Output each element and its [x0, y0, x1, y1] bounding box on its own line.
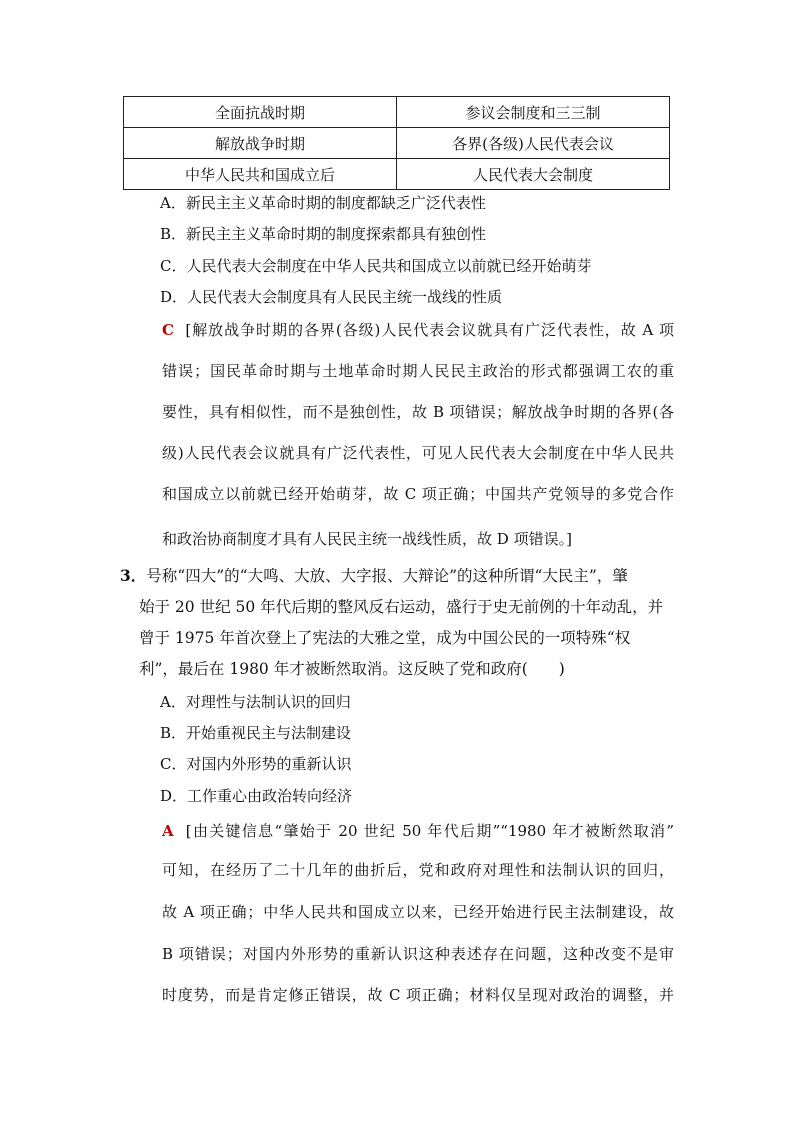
- q2-option-b: B．新民主主义革命时期的制度探索都具有独创性: [160, 225, 487, 243]
- q2-explanation-line: 和政治协商制度才具有人民民主统一战线性质，故 D 项错误。]: [162, 530, 572, 548]
- q3-option-a: A．对理性与法制认识的回归: [160, 693, 351, 711]
- table-cell: 解放战争时期: [124, 128, 397, 159]
- q3-option-b: B．开始重视民主与法制建设: [160, 724, 352, 742]
- q3-explanation-line: B 项错误；对国内外形势的重新认识这种表述存在问题，这种改变不是审: [162, 945, 674, 963]
- q3-option-d: D．工作重心由政治转向经济: [160, 787, 353, 805]
- table-row: [124, 97, 670, 128]
- q2-option-a: A．新民主主义革命时期的制度都缺乏广泛代表性: [160, 194, 486, 212]
- q2-explanation-line: 级)人民代表会议就具有广泛代表性，可见人民代表大会制度在中华人民共: [162, 444, 674, 462]
- q2-explanation-line: 错误；国民革命时期与土地革命时期人民民主政治的形式都强调工农的重: [162, 362, 674, 380]
- q3-stem-line: 3．号称“四大”的“大鸣、大放、大字报、大辩论”的这种所谓“大民主”，肇: [120, 566, 628, 585]
- q3-answer: A: [162, 822, 174, 840]
- q3-stem-line: 曾于 1975 年首次登上了宪法的大雅之堂，成为中国公民的一项特殊“权: [139, 629, 631, 647]
- table-row: [124, 159, 670, 190]
- q3-explanation-line: 时度势，而是肯定修正错误，故 C 项正确；材料仅呈现对政治的调整，并: [162, 986, 674, 1004]
- table-row: [124, 128, 670, 159]
- q2-explanation-line: 和国成立以前就已经开始萌芽，故 C 项正确；中国共产党领导的多党合作: [162, 485, 674, 503]
- table-cell: 中华人民共和国成立后: [124, 159, 397, 190]
- table-cell: 人民代表大会制度: [397, 159, 670, 190]
- q3-option-c: C．对国内外形势的重新认识: [160, 755, 352, 773]
- table-cell: 各界(各级)人民代表会议: [397, 128, 670, 159]
- q3-number: 3．: [120, 566, 147, 585]
- comparison-table: [123, 96, 670, 190]
- q3-explanation-line: A [由关键信息“肇始于 20 世纪 50 年代后期”“1980 年才被断然取消”: [162, 822, 675, 840]
- q2-option-d: D．人民代表大会制度具有人民民主统一战线的性质: [160, 288, 503, 306]
- q3-explanation-line: 可知，在经历了二十几年的曲折后，党和政府对理性和法制认识的回归，: [162, 861, 674, 879]
- q3-stem-line: 利”，最后在 1980 年才被断然取消。这反映了党和政府( ): [139, 660, 565, 678]
- table-cell: 参议会制度和三三制: [397, 97, 670, 128]
- table-cell: 全面抗战时期: [124, 97, 397, 128]
- q2-option-c: C．人民代表大会制度在中华人民共和国成立以前就已经开始萌芽: [160, 257, 592, 275]
- q3-stem-line: 始于 20 世纪 50 年代后期的整风反右运动，盛行于史无前例的十年动乱，并: [139, 598, 664, 616]
- q3-explanation-line: 故 A 项正确；中华人民共和国成立以来，已经开始进行民主法制建设，故: [162, 903, 674, 921]
- q2-answer: C: [162, 321, 174, 339]
- q2-explanation-line: 要性，具有相似性，而不是独创性，故 B 项错误；解放战争时期的各界(各: [162, 403, 674, 421]
- q2-explanation-line: C [解放战争时期的各界(各级)人民代表会议就具有广泛代表性，故 A 项: [162, 321, 674, 339]
